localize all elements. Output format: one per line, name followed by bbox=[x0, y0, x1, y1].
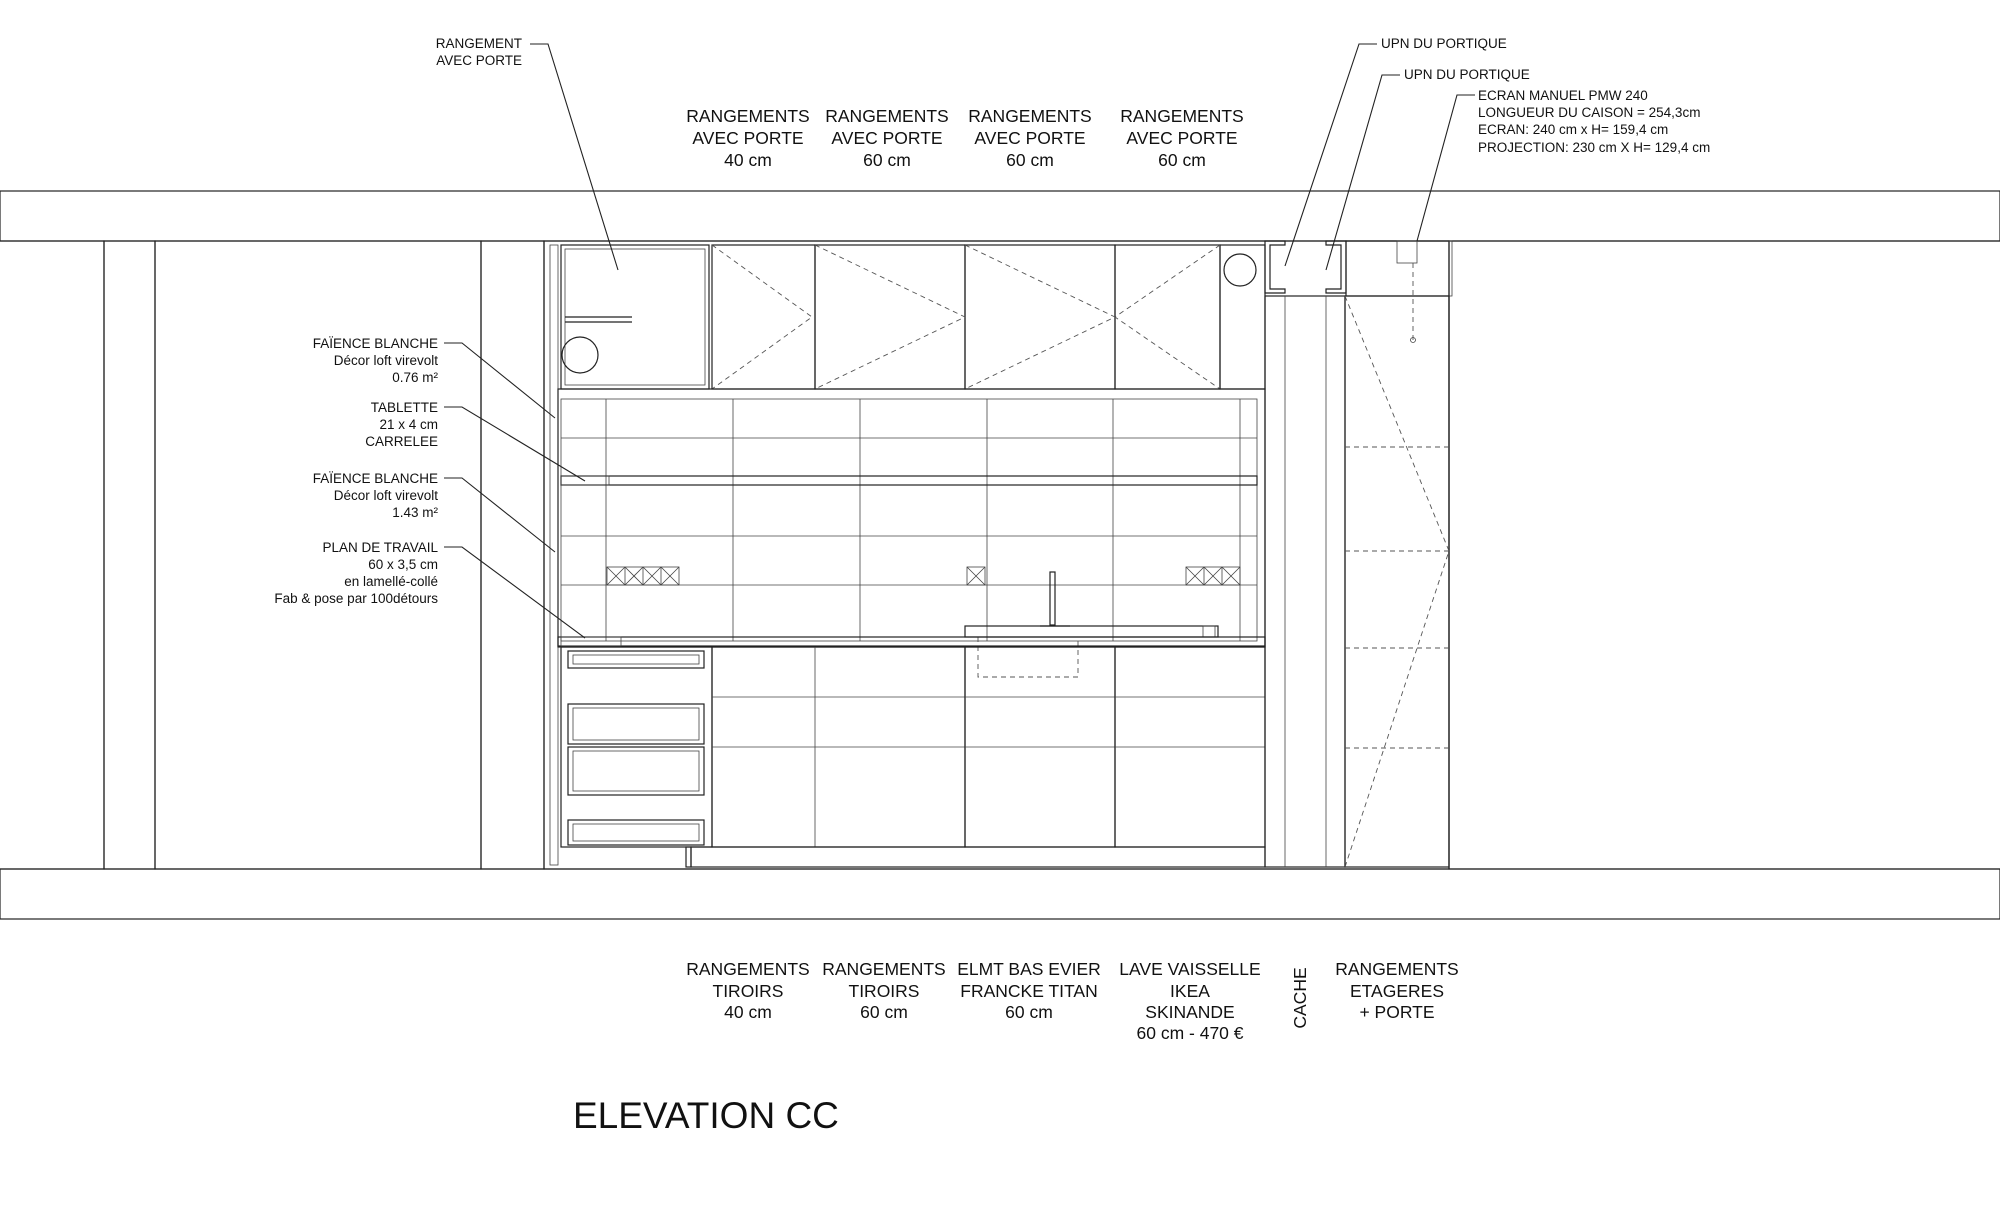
bottom-label-1-l1: RANGEMENTS bbox=[686, 959, 810, 979]
upper-cabinet-60c bbox=[965, 245, 1115, 389]
pillar-2 bbox=[481, 241, 544, 869]
top-label-1-l2: AVEC PORTE bbox=[692, 128, 804, 148]
svg-text:Décor loft virevolt bbox=[334, 488, 439, 503]
right-bay bbox=[1449, 241, 2000, 869]
tiled-shelf bbox=[561, 476, 1257, 485]
svg-text:Fab & pose par 100détours bbox=[274, 591, 438, 606]
note-plan-l4: Fab & pose par 100détours bbox=[274, 591, 438, 606]
bottom-labels bbox=[686, 959, 1458, 1043]
svg-text:RANGEMENTS bbox=[825, 106, 948, 126]
svg-text:FRANCKE TITAN bbox=[960, 981, 1097, 1001]
top-label-1-l3: 40 cm bbox=[724, 150, 772, 170]
upper-cabinet-60b bbox=[815, 245, 965, 389]
vent-circle bbox=[1224, 254, 1256, 286]
bottom-label-1-l3: 40 cm bbox=[724, 1002, 772, 1022]
note-faience-1-l1: FAÏENCE BLANCHE bbox=[312, 336, 438, 351]
bottom-label-2-l2: TIROIRS bbox=[848, 981, 920, 1001]
bottom-label-3-l2: FRANCKE TITAN bbox=[960, 981, 1098, 1001]
drawing-title: ELEVATION CC bbox=[573, 1095, 839, 1136]
bottom-label-5-l1: RANGEMENTS bbox=[1335, 959, 1459, 979]
svg-text:FAÏENCE BLANCHE bbox=[313, 471, 438, 486]
upn-beam-2 bbox=[1326, 241, 1346, 293]
top-label-3-l3: 60 cm bbox=[1006, 150, 1054, 170]
bottom-label-4-l2: IKEA bbox=[1170, 981, 1210, 1001]
svg-text:AVEC PORTE bbox=[436, 53, 522, 68]
worktop bbox=[558, 637, 1265, 646]
svg-text:Décor loft virevolt bbox=[334, 353, 439, 368]
sink bbox=[965, 626, 1218, 637]
svg-text:ELEVATION CC bbox=[573, 1095, 839, 1136]
ceiling-slab bbox=[0, 191, 2000, 241]
walls bbox=[0, 191, 2000, 919]
svg-text:60 cm bbox=[1006, 150, 1054, 170]
svg-text:ELMT BAS EVIER bbox=[957, 959, 1101, 979]
upper-cabinet-60a bbox=[712, 245, 815, 389]
svg-text:UPN DU PORTIQUE bbox=[1381, 36, 1507, 51]
rangement-note bbox=[436, 36, 522, 68]
top-label-3-l1: RANGEMENTS bbox=[968, 106, 1092, 126]
svg-text:ECRAN MANUEL PMW 240 bbox=[1478, 88, 1648, 103]
top-label-2-l3: 60 cm bbox=[863, 150, 911, 170]
upn-beam-1 bbox=[1265, 241, 1285, 293]
wall-outlets-left bbox=[607, 567, 679, 585]
rangement-note-l1: RANGEMENT bbox=[435, 36, 522, 51]
left-notes bbox=[274, 336, 438, 606]
pillar-1 bbox=[104, 241, 155, 869]
svg-text:TIROIRS bbox=[849, 981, 920, 1001]
top-labels bbox=[686, 106, 1243, 170]
svg-text:en lamellé-collé bbox=[344, 574, 438, 589]
svg-text:60 cm bbox=[863, 150, 911, 170]
upn-label-1: UPN DU PORTIQUE bbox=[1381, 36, 1507, 51]
svg-text:AVEC PORTE bbox=[831, 128, 942, 148]
svg-text:RANGEMENTS bbox=[822, 959, 945, 979]
note-plan-l1: PLAN DE TRAVAIL bbox=[322, 540, 438, 555]
note-faience-1-l2: Décor loft virevolt bbox=[333, 353, 438, 368]
bottom-label-4-l3: SKINANDE bbox=[1145, 1002, 1235, 1022]
svg-text:AVEC PORTE bbox=[1126, 128, 1237, 148]
leader-lines bbox=[444, 44, 1475, 638]
svg-text:AVEC PORTE bbox=[692, 128, 803, 148]
note-tablette-l3: CARRELEE bbox=[365, 434, 438, 449]
svg-text:UPN DU PORTIQUE bbox=[1404, 67, 1530, 82]
top-label-4-l3: 60 cm bbox=[1158, 150, 1206, 170]
svg-text:TABLETTE bbox=[371, 400, 438, 415]
svg-text:60 cm bbox=[1005, 1002, 1053, 1022]
svg-text:LAVE VAISSELLE bbox=[1119, 959, 1260, 979]
upper-cabinet-end bbox=[1220, 245, 1265, 389]
kitchen-bay bbox=[544, 241, 1449, 869]
bottom-label-1-l2: TIROIRS bbox=[712, 981, 784, 1001]
top-label-2-l1: RANGEMENTS bbox=[825, 106, 949, 126]
svg-text:RANGEMENTS bbox=[968, 106, 1091, 126]
svg-text:RANGEMENTS bbox=[1335, 959, 1458, 979]
svg-text:IKEA bbox=[1170, 981, 1210, 1001]
upn-notes bbox=[1381, 36, 1530, 82]
svg-text:40 cm bbox=[724, 150, 772, 170]
note-tablette-l2: 21 x 4 cm bbox=[379, 417, 438, 432]
note-faience-2-l3: 1.43 m² bbox=[392, 505, 438, 520]
rangement-note-l2: AVEC PORTE bbox=[436, 53, 522, 68]
svg-text:ECRAN: 240 cm x H= 159,4 cm bbox=[1478, 122, 1668, 137]
svg-text:ETAGERES bbox=[1350, 981, 1444, 1001]
note-faience-2-l1: FAÏENCE BLANCHE bbox=[312, 471, 438, 486]
svg-text:60 cm - 470 € bbox=[1137, 1023, 1244, 1043]
wall-outlets-right bbox=[1186, 567, 1240, 585]
ecran-note bbox=[1478, 88, 1710, 155]
boiler-circle bbox=[562, 337, 598, 373]
svg-text:RANGEMENTS bbox=[686, 959, 809, 979]
bottom-label-3-l1: ELMT BAS EVIER bbox=[957, 959, 1101, 979]
svg-text:1.43 m² bbox=[392, 505, 438, 520]
svg-text:60 cm bbox=[1158, 150, 1206, 170]
svg-text:PLAN DE TRAVAIL bbox=[322, 540, 438, 555]
svg-text:60 cm bbox=[860, 1002, 908, 1022]
note-plan-l3: en lamellé-collé bbox=[344, 574, 438, 589]
bottom-label-4-l1: LAVE VAISSELLE bbox=[1119, 959, 1261, 979]
screen-caisson bbox=[1346, 241, 1449, 296]
upper-cabinet-60d bbox=[1115, 245, 1220, 389]
svg-text:TIROIRS bbox=[713, 981, 784, 1001]
note-plan-l2: 60 x 3,5 cm bbox=[368, 557, 438, 572]
svg-text:0.76 m² bbox=[392, 370, 438, 385]
cache-panel bbox=[1265, 296, 1345, 867]
floor-slab bbox=[0, 869, 2000, 919]
svg-text:21 x 4 cm bbox=[379, 417, 438, 432]
ecran-note-l2: LONGUEUR DU CAISON = 254,3cm bbox=[1478, 105, 1701, 120]
note-faience-2-l2: Décor loft virevolt bbox=[333, 488, 438, 503]
faucet bbox=[1050, 572, 1055, 625]
svg-text:RANGEMENTS bbox=[1120, 106, 1243, 126]
svg-text:RANGEMENTS bbox=[686, 106, 809, 126]
wall-tile-strip bbox=[550, 245, 558, 865]
top-label-1-l1: RANGEMENTS bbox=[686, 106, 810, 126]
bottom-label-5-l3: + PORTE bbox=[1359, 1002, 1435, 1022]
note-faience-1-l3: 0.76 m² bbox=[392, 370, 438, 385]
bottom-label-2-l1: RANGEMENTS bbox=[822, 959, 946, 979]
backsplash-frame bbox=[561, 399, 1257, 641]
svg-text:40 cm bbox=[724, 1002, 772, 1022]
bottom-label-4-l4: 60 cm - 470 € bbox=[1136, 1023, 1244, 1043]
top-label-4-l1: RANGEMENTS bbox=[1120, 106, 1244, 126]
wall-outlet-center bbox=[967, 567, 985, 585]
plinth bbox=[691, 847, 1265, 867]
svg-text:SKINANDE bbox=[1145, 1002, 1234, 1022]
bottom-label-3-l3: 60 cm bbox=[1005, 1002, 1053, 1022]
ecran-note-l3: ECRAN: 240 cm x H= 159,4 cm bbox=[1478, 122, 1669, 137]
svg-text:RANGEMENT bbox=[436, 36, 522, 51]
ecran-note-l4: PROJECTION: 230 cm X H= 129,4 cm bbox=[1478, 140, 1711, 155]
svg-text:60 x 3,5 cm bbox=[368, 557, 438, 572]
svg-text:PROJECTION: 230 cm X H= 129,4 bbox=[1478, 140, 1710, 155]
upn-label-2: UPN DU PORTIQUE bbox=[1404, 67, 1530, 82]
bottom-label-5-l2: ETAGERES bbox=[1349, 981, 1445, 1001]
svg-text:+ PORTE bbox=[1359, 1002, 1434, 1022]
svg-text:AVEC PORTE bbox=[974, 128, 1085, 148]
top-label-2-l2: AVEC PORTE bbox=[831, 128, 943, 148]
cache-label: CACHE bbox=[1290, 967, 1310, 1029]
kitchen-elevation bbox=[550, 241, 1452, 867]
bottom-label-2-l3: 60 cm bbox=[860, 1002, 908, 1022]
shelving-unit bbox=[1345, 296, 1449, 867]
counter-frame bbox=[558, 389, 1265, 647]
note-tablette-l1: TABLETTE bbox=[370, 400, 438, 415]
svg-text:CARRELEE bbox=[365, 434, 438, 449]
top-label-3-l2: AVEC PORTE bbox=[974, 128, 1086, 148]
ecran-note-l1: ECRAN MANUEL PMW 240 bbox=[1478, 88, 1648, 103]
svg-text:LONGUEUR DU CAISON = 254,3cm bbox=[1478, 105, 1700, 120]
top-label-4-l2: AVEC PORTE bbox=[1126, 128, 1238, 148]
svg-text:FAÏENCE BLANCHE bbox=[313, 336, 438, 351]
opening-left bbox=[0, 241, 104, 869]
svg-text:CACHE bbox=[1290, 967, 1310, 1028]
